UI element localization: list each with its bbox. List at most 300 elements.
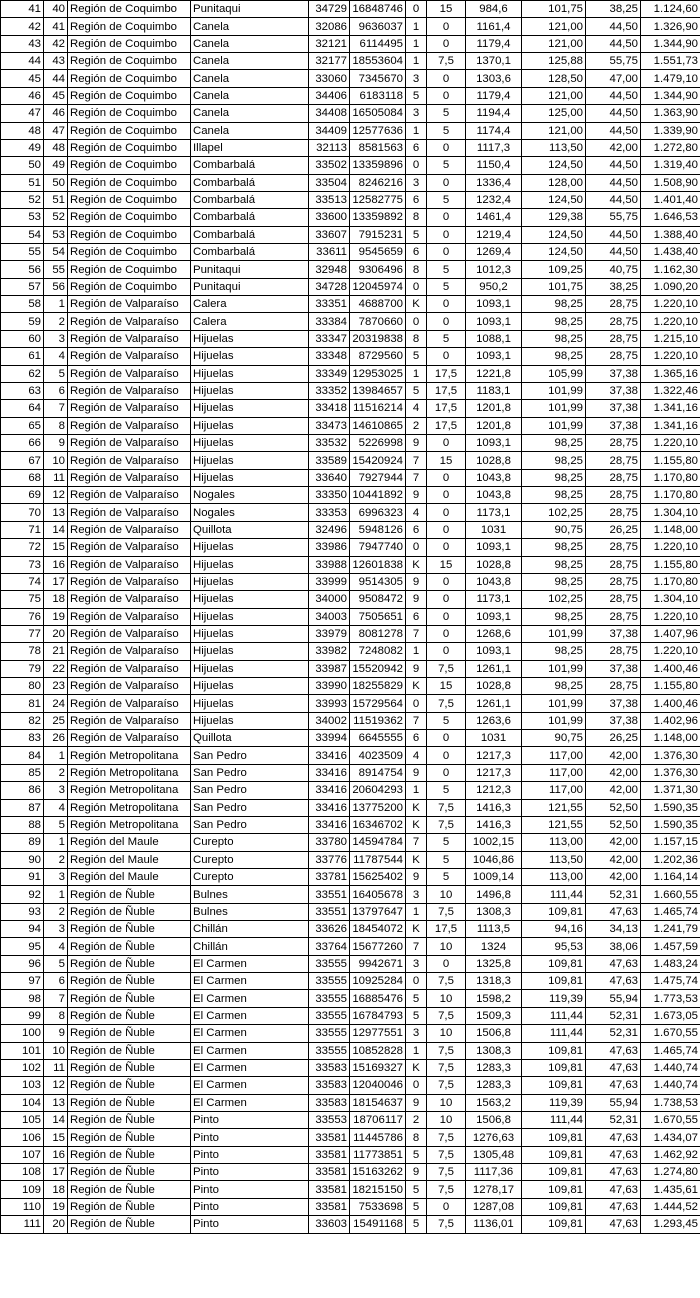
table-row [1, 903, 700, 920]
total-cell: 1.339,90 [641, 122, 700, 139]
rut-cell: 5948126 [350, 521, 406, 538]
value-d-cell: 28,75 [586, 608, 641, 625]
code-cell: 33555 [309, 1042, 350, 1059]
item-number-cell: 46 [44, 105, 68, 122]
check-digit-cell: 3 [406, 1025, 427, 1042]
row-index-cell: 47 [1, 105, 44, 122]
value-d-cell: 28,75 [586, 487, 641, 504]
total-cell: 1.341,16 [641, 417, 700, 434]
row-index-cell: 72 [1, 539, 44, 556]
value-d-cell: 55,94 [586, 1094, 641, 1111]
rut-cell: 7248082 [350, 643, 406, 660]
rut-cell: 9545659 [350, 244, 406, 261]
table-row [1, 816, 700, 833]
value-b-cell: 1043,8 [466, 573, 522, 590]
table-row [1, 955, 700, 972]
commune-cell: Combarbalá [191, 174, 309, 191]
check-digit-cell: 9 [406, 1164, 427, 1181]
code-cell: 33979 [309, 625, 350, 642]
commune-cell: Curepto [191, 868, 309, 885]
table-row [1, 504, 700, 521]
value-c-cell: 101,99 [522, 382, 586, 399]
commune-cell: Nogales [191, 504, 309, 521]
item-number-cell: 19 [44, 1198, 68, 1215]
total-cell: 1.440,74 [641, 1059, 700, 1076]
code-cell: 33347 [309, 330, 350, 347]
value-c-cell: 109,81 [522, 1181, 586, 1198]
region-cell: Región de Coquimbo [68, 122, 191, 139]
value-b-cell: 1173,1 [466, 591, 522, 608]
commune-cell: Pinto [191, 1112, 309, 1129]
value-c-cell: 117,00 [522, 747, 586, 764]
total-cell: 1.304,10 [641, 591, 700, 608]
value-a-cell: 0 [427, 244, 466, 261]
rut-cell: 9306496 [350, 261, 406, 278]
table-row [1, 244, 700, 261]
row-index-cell: 80 [1, 678, 44, 695]
check-digit-cell: 3 [406, 955, 427, 972]
value-a-cell: 7,5 [427, 1129, 466, 1146]
total-cell: 1.365,16 [641, 365, 700, 382]
region-cell: Región del Maule [68, 834, 191, 851]
value-a-cell: 5 [427, 105, 466, 122]
value-d-cell: 28,75 [586, 434, 641, 451]
value-d-cell: 28,75 [586, 469, 641, 486]
code-cell: 34409 [309, 122, 350, 139]
commune-cell: El Carmen [191, 1077, 309, 1094]
commune-cell: Combarbalá [191, 157, 309, 174]
value-a-cell: 10 [427, 938, 466, 955]
value-b-cell: 1093,1 [466, 348, 522, 365]
value-a-cell: 5 [427, 834, 466, 851]
item-number-cell: 4 [44, 938, 68, 955]
value-d-cell: 52,31 [586, 1025, 641, 1042]
value-d-cell: 42,00 [586, 851, 641, 868]
value-b-cell: 1150,4 [466, 157, 522, 174]
item-number-cell: 4 [44, 799, 68, 816]
table-row [1, 313, 700, 330]
check-digit-cell: 5 [406, 226, 427, 243]
check-digit-cell: 0 [406, 278, 427, 295]
value-c-cell: 90,75 [522, 730, 586, 747]
item-number-cell: 21 [44, 643, 68, 660]
total-cell: 1.646,53 [641, 209, 700, 226]
region-cell: Región de Valparaíso [68, 382, 191, 399]
value-b-cell: 1174,4 [466, 122, 522, 139]
region-cell: Región de Valparaíso [68, 521, 191, 538]
code-cell: 32948 [309, 261, 350, 278]
table-row [1, 643, 700, 660]
total-cell: 1.272,80 [641, 139, 700, 156]
check-digit-cell: 0 [406, 157, 427, 174]
check-digit-cell: 1 [406, 903, 427, 920]
commune-cell: Hijuelas [191, 643, 309, 660]
code-cell: 33626 [309, 921, 350, 938]
total-cell: 1.401,40 [641, 191, 700, 208]
row-index-cell: 106 [1, 1129, 44, 1146]
region-cell: Región de Coquimbo [68, 53, 191, 70]
item-number-cell: 24 [44, 695, 68, 712]
commune-cell: Curepto [191, 834, 309, 851]
region-cell: Región de Valparaíso [68, 643, 191, 660]
total-cell: 1.148,00 [641, 730, 700, 747]
check-digit-cell: K [406, 816, 427, 833]
region-cell: Región de Coquimbo [68, 87, 191, 104]
code-cell: 33994 [309, 730, 350, 747]
value-c-cell: 109,81 [522, 955, 586, 972]
row-index-cell: 61 [1, 348, 44, 365]
total-cell: 1.344,90 [641, 87, 700, 104]
value-b-cell: 1028,8 [466, 452, 522, 469]
region-cell: Región de Ñuble [68, 1007, 191, 1024]
region-cell: Región de Ñuble [68, 1181, 191, 1198]
item-number-cell: 20 [44, 1216, 68, 1233]
code-cell: 33581 [309, 1164, 350, 1181]
region-cell: Región de Valparaíso [68, 487, 191, 504]
row-index-cell: 70 [1, 504, 44, 521]
table-row [1, 851, 700, 868]
total-cell: 1.326,90 [641, 18, 700, 35]
rut-cell: 8729560 [350, 348, 406, 365]
rut-cell: 18553604 [350, 53, 406, 70]
value-b-cell: 1113,5 [466, 921, 522, 938]
value-a-cell: 7,5 [427, 799, 466, 816]
check-digit-cell: 9 [406, 487, 427, 504]
row-index-cell: 96 [1, 955, 44, 972]
value-c-cell: 98,25 [522, 643, 586, 660]
row-index-cell: 85 [1, 764, 44, 781]
row-index-cell: 95 [1, 938, 44, 955]
total-cell: 1.274,80 [641, 1164, 700, 1181]
code-cell: 33581 [309, 1129, 350, 1146]
rut-cell: 15420924 [350, 452, 406, 469]
total-cell: 1.363,90 [641, 105, 700, 122]
table-row [1, 1007, 700, 1024]
check-digit-cell: 7 [406, 452, 427, 469]
value-b-cell: 1308,3 [466, 1042, 522, 1059]
rut-cell: 6183118 [350, 87, 406, 104]
code-cell: 33350 [309, 487, 350, 504]
value-d-cell: 28,75 [586, 313, 641, 330]
code-cell: 32121 [309, 35, 350, 52]
code-cell: 33999 [309, 573, 350, 590]
table-row [1, 1164, 700, 1181]
check-digit-cell: 7 [406, 712, 427, 729]
region-cell: Región de Coquimbo [68, 139, 191, 156]
table-row [1, 105, 700, 122]
row-index-cell: 99 [1, 1007, 44, 1024]
check-digit-cell: K [406, 678, 427, 695]
value-b-cell: 1043,8 [466, 487, 522, 504]
value-c-cell: 121,00 [522, 87, 586, 104]
code-cell: 33986 [309, 539, 350, 556]
region-cell: Región de Coquimbo [68, 174, 191, 191]
rut-cell: 18154637 [350, 1094, 406, 1111]
check-digit-cell: 0 [406, 539, 427, 556]
table-body [1, 1, 700, 1234]
item-number-cell: 44 [44, 70, 68, 87]
table-row [1, 1181, 700, 1198]
value-c-cell: 98,25 [522, 469, 586, 486]
item-number-cell: 40 [44, 1, 68, 18]
table-row [1, 87, 700, 104]
region-cell: Región Metropolitana [68, 747, 191, 764]
total-cell: 1.407,96 [641, 625, 700, 642]
item-number-cell: 47 [44, 122, 68, 139]
value-b-cell: 1093,1 [466, 296, 522, 313]
total-cell: 1.465,74 [641, 1042, 700, 1059]
check-digit-cell: 1 [406, 53, 427, 70]
code-cell: 33555 [309, 1025, 350, 1042]
value-b-cell: 1012,3 [466, 261, 522, 278]
row-index-cell: 52 [1, 191, 44, 208]
check-digit-cell: 9 [406, 764, 427, 781]
check-digit-cell: 4 [406, 504, 427, 521]
value-c-cell: 111,44 [522, 1007, 586, 1024]
table-row [1, 608, 700, 625]
value-b-cell: 1031 [466, 730, 522, 747]
item-number-cell: 2 [44, 851, 68, 868]
rut-cell: 18454072 [350, 921, 406, 938]
check-digit-cell: 9 [406, 434, 427, 451]
item-number-cell: 17 [44, 1164, 68, 1181]
row-index-cell: 84 [1, 747, 44, 764]
row-index-cell: 90 [1, 851, 44, 868]
rut-cell: 16885476 [350, 990, 406, 1007]
rut-cell: 12977551 [350, 1025, 406, 1042]
rut-cell: 18706117 [350, 1112, 406, 1129]
code-cell: 33502 [309, 157, 350, 174]
value-c-cell: 109,81 [522, 903, 586, 920]
table-row [1, 261, 700, 278]
item-number-cell: 1 [44, 296, 68, 313]
value-a-cell: 10 [427, 990, 466, 1007]
region-cell: Región de Valparaíso [68, 625, 191, 642]
total-cell: 1.220,10 [641, 539, 700, 556]
value-b-cell: 1179,4 [466, 35, 522, 52]
commune-cell: Pinto [191, 1146, 309, 1163]
region-cell: Región del Maule [68, 868, 191, 885]
row-index-cell: 82 [1, 712, 44, 729]
value-d-cell: 28,75 [586, 643, 641, 660]
value-a-cell: 0 [427, 434, 466, 451]
value-a-cell: 0 [427, 539, 466, 556]
region-cell: Región Metropolitana [68, 764, 191, 781]
value-c-cell: 128,00 [522, 174, 586, 191]
value-b-cell: 1598,2 [466, 990, 522, 1007]
item-number-cell: 26 [44, 730, 68, 747]
value-a-cell: 5 [427, 191, 466, 208]
row-index-cell: 43 [1, 35, 44, 52]
item-number-cell: 1 [44, 886, 68, 903]
rut-cell: 4023509 [350, 747, 406, 764]
commune-cell: San Pedro [191, 764, 309, 781]
value-d-cell: 47,63 [586, 973, 641, 990]
item-number-cell: 25 [44, 712, 68, 729]
value-a-cell: 0 [427, 296, 466, 313]
check-digit-cell: K [406, 799, 427, 816]
region-cell: Región Metropolitana [68, 816, 191, 833]
item-number-cell: 41 [44, 18, 68, 35]
row-index-cell: 73 [1, 556, 44, 573]
value-a-cell: 5 [427, 868, 466, 885]
rut-cell: 9636037 [350, 18, 406, 35]
table-row [1, 556, 700, 573]
rut-cell: 7505651 [350, 608, 406, 625]
code-cell: 33581 [309, 1198, 350, 1215]
value-c-cell: 101,99 [522, 660, 586, 677]
value-b-cell: 1324 [466, 938, 522, 955]
value-b-cell: 1232,4 [466, 191, 522, 208]
rut-cell: 15729564 [350, 695, 406, 712]
region-cell: Región de Ñuble [68, 1146, 191, 1163]
item-number-cell: 9 [44, 434, 68, 451]
row-index-cell: 111 [1, 1216, 44, 1233]
value-b-cell: 1117,36 [466, 1164, 522, 1181]
row-index-cell: 104 [1, 1094, 44, 1111]
value-b-cell: 1305,48 [466, 1146, 522, 1163]
row-index-cell: 45 [1, 70, 44, 87]
code-cell: 33993 [309, 695, 350, 712]
value-d-cell: 47,63 [586, 1164, 641, 1181]
rut-cell: 8914754 [350, 764, 406, 781]
value-d-cell: 47,63 [586, 1042, 641, 1059]
item-number-cell: 18 [44, 1181, 68, 1198]
commune-cell: Hijuelas [191, 417, 309, 434]
rut-cell: 20319838 [350, 330, 406, 347]
check-digit-cell: 3 [406, 70, 427, 87]
value-c-cell: 98,25 [522, 573, 586, 590]
value-b-cell: 950,2 [466, 278, 522, 295]
value-d-cell: 55,75 [586, 209, 641, 226]
value-c-cell: 125,88 [522, 53, 586, 70]
commune-cell: Calera [191, 296, 309, 313]
item-number-cell: 18 [44, 591, 68, 608]
value-a-cell: 7,5 [427, 973, 466, 990]
item-number-cell: 48 [44, 139, 68, 156]
value-c-cell: 95,53 [522, 938, 586, 955]
total-cell: 1.155,80 [641, 678, 700, 695]
table-row [1, 209, 700, 226]
commune-cell: Combarbalá [191, 226, 309, 243]
value-b-cell: 1161,4 [466, 18, 522, 35]
check-digit-cell: 8 [406, 330, 427, 347]
row-index-cell: 66 [1, 434, 44, 451]
value-d-cell: 42,00 [586, 782, 641, 799]
value-c-cell: 125,00 [522, 105, 586, 122]
region-cell: Región de Valparaíso [68, 400, 191, 417]
total-cell: 1.400,46 [641, 695, 700, 712]
value-a-cell: 0 [427, 87, 466, 104]
value-a-cell: 7,5 [427, 1077, 466, 1094]
value-d-cell: 37,38 [586, 695, 641, 712]
value-a-cell: 0 [427, 521, 466, 538]
code-cell: 34728 [309, 278, 350, 295]
code-cell: 33416 [309, 782, 350, 799]
value-d-cell: 47,63 [586, 1059, 641, 1076]
item-number-cell: 5 [44, 365, 68, 382]
item-number-cell: 6 [44, 382, 68, 399]
code-cell: 33555 [309, 973, 350, 990]
code-cell: 33555 [309, 990, 350, 1007]
check-digit-cell: 5 [406, 1007, 427, 1024]
commune-cell: Hijuelas [191, 678, 309, 695]
region-cell: Región de Coquimbo [68, 1, 191, 18]
check-digit-cell: 7 [406, 469, 427, 486]
rut-cell: 14610865 [350, 417, 406, 434]
check-digit-cell: 4 [406, 747, 427, 764]
value-b-cell: 1046,86 [466, 851, 522, 868]
region-cell: Región de Coquimbo [68, 261, 191, 278]
commune-cell: Hijuelas [191, 573, 309, 590]
rut-cell: 10925284 [350, 973, 406, 990]
code-cell: 33583 [309, 1077, 350, 1094]
value-d-cell: 37,38 [586, 625, 641, 642]
region-cell: Región de Ñuble [68, 1216, 191, 1233]
total-cell: 1.322,46 [641, 382, 700, 399]
total-cell: 1.293,45 [641, 1216, 700, 1233]
row-index-cell: 98 [1, 990, 44, 1007]
table-row [1, 1059, 700, 1076]
row-index-cell: 57 [1, 278, 44, 295]
row-index-cell: 88 [1, 816, 44, 833]
value-a-cell: 15 [427, 556, 466, 573]
item-number-cell: 52 [44, 209, 68, 226]
commune-cell: San Pedro [191, 747, 309, 764]
rut-cell: 6114495 [350, 35, 406, 52]
value-c-cell: 124,50 [522, 244, 586, 261]
commune-cell: Hijuelas [191, 434, 309, 451]
rut-cell: 7345670 [350, 70, 406, 87]
value-b-cell: 1043,8 [466, 469, 522, 486]
value-a-cell: 0 [427, 764, 466, 781]
total-cell: 1.388,40 [641, 226, 700, 243]
value-c-cell: 109,81 [522, 1042, 586, 1059]
commune-cell: El Carmen [191, 1042, 309, 1059]
value-d-cell: 55,75 [586, 53, 641, 70]
value-b-cell: 1002,15 [466, 834, 522, 851]
value-b-cell: 1261,1 [466, 660, 522, 677]
value-c-cell: 113,00 [522, 834, 586, 851]
item-number-cell: 2 [44, 903, 68, 920]
commune-cell: El Carmen [191, 955, 309, 972]
region-cell: Región de Coquimbo [68, 244, 191, 261]
value-b-cell: 1088,1 [466, 330, 522, 347]
region-cell: Región de Ñuble [68, 938, 191, 955]
check-digit-cell: 0 [406, 695, 427, 712]
table-row [1, 18, 700, 35]
item-number-cell: 2 [44, 313, 68, 330]
table-row [1, 35, 700, 52]
value-c-cell: 113,50 [522, 139, 586, 156]
total-cell: 1.164,14 [641, 868, 700, 885]
rut-cell: 9514305 [350, 573, 406, 590]
row-index-cell: 46 [1, 87, 44, 104]
commune-cell: El Carmen [191, 1094, 309, 1111]
value-a-cell: 7,5 [427, 1059, 466, 1076]
region-cell: Región de Ñuble [68, 921, 191, 938]
item-number-cell: 15 [44, 1129, 68, 1146]
check-digit-cell: 2 [406, 1112, 427, 1129]
rut-cell: 13359896 [350, 157, 406, 174]
region-cell: Región de Ñuble [68, 990, 191, 1007]
total-cell: 1.220,10 [641, 313, 700, 330]
row-index-cell: 103 [1, 1077, 44, 1094]
value-b-cell: 1093,1 [466, 539, 522, 556]
table-row [1, 625, 700, 642]
table-row [1, 834, 700, 851]
value-a-cell: 5 [427, 712, 466, 729]
